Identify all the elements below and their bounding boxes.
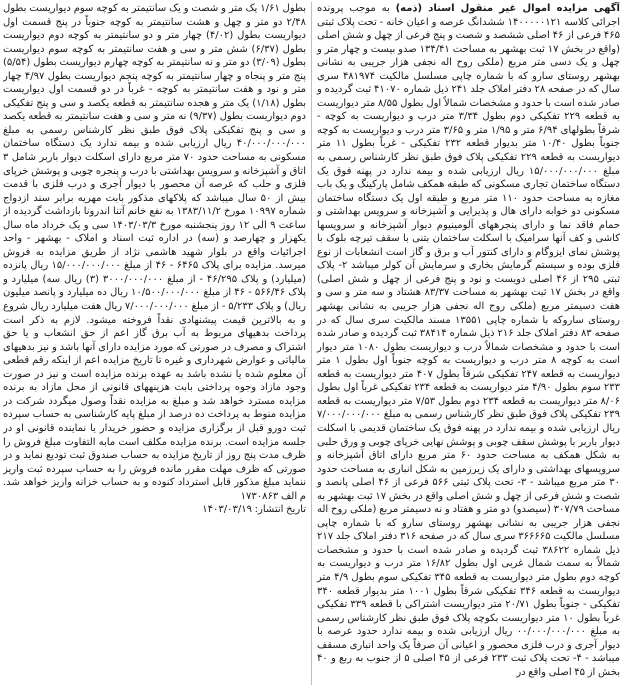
publish-date-label: تاریخ انتشار: xyxy=(254,504,306,516)
column-divider xyxy=(311,2,312,685)
publish-date: ۱۴۰۳/۰۳/۱۹ xyxy=(202,504,252,516)
notice-columns xyxy=(3,2,620,685)
notice-title: آگهی مزایده اموال غیر منقول اسناد (ذمه) xyxy=(395,3,620,14)
publish-date-line xyxy=(3,503,306,517)
left-column xyxy=(3,2,310,685)
right-column xyxy=(313,2,620,685)
left-column-body: بطول ۱/۶۱ یک متر و شصت و یک سانتیمتر به کوچه سوم دیواریست بطول ۲/۴۸ دو متر و چهل و هشت سانتیمتر به کوچه جنوباً در پنج قسمت اول دیواریست بطول (۴/۰۲) چهار متر و دو سانتیمتر به کوچه دوم دیواریست بطول (۶/۳۷) شش متر و سی و هفت سانتیمتر به کوچه سوم دیواریست بطول (۳/۰۹) دو متر و نه سانتیمتر به کوچه چهارم دیواریست بطول (۵/۵۴) پنج متر و پنجاه و چهار سانتیمتر به کوچه پنجم دیواریست بطول ۴/۹۷ چهار متر و نود و هفت سانتیمتر به کوچه - غرباً در دو قسمت اول دیواریست بطول (۱/۱۸) یک متر و هجده سانتیمتر به قطعه یکصد و سی و پنج تفکیکی دوم دیواریست بطول (۹/۳۷) نه متر و سی و هفت سانتیمتر به قطعه یکصد و سی و پنج تفکیکی پلاک فوق طبق نظر کارشناس رسمی به مبلغ ۴۰/۰۰۰/۰۰۰/۰۰۰ ریال ارزیابی شده و بیمه ندارد یک دستگاه ساختمان مسکونی به مساحت حدود ۷۰ متر مربع دارای اسکلت دیوار باربر شامل ۳ اتاق و آشپزخانه و سرویس بهداشتی با درب و پنجره چوبی و پوشش خرپای فلزی و حلب که عرصه آن محصور با دیوار آجری و درب فلزی با قدمت بیش از ۵۰ سال میباشد که پلاکهای مذکور بابت مهریه برابر سند ازدواج شماره ۱۰۹۹۷ مورخ ۱۳۸۳/۱۱/۲ به نفع خانم آتنا اندرونا بازداشت گردیده از ساعت ۹ الی ۱۲ روز پنجشنبه مورخ ۱۴۰۳/۰۳/۳ سی و یک خرداد ماه سال یکهزار و چهارصد و (سه) در اداره ثبت اسناد و املاک - بهشهر - واحد اجرائیات واقع در بلوار شهید هاشمی نژاد از طریق مزایده به فروش میرسد. مزایده برای پلاک ۶۴۶۵ - ۴۶ از مبلغ ۱۵/۰۰۰/۰۰۰/۰۰۰ ریال پانزده (میلیارد) و پلاک ۴۶/۲۹۵ - از مبلغ ۳۰۰۰/۰۰۰/۰۰۰ (۳) ریال سه) میلیارد و پلاک ۵۶۶/۴۶ - ۴۶ از مبلغ ۱۰/۵۰۰/۰۰۰/۰۰۰ ریال ده میلیارد و پانصد میلیون ریال) و پلاک ۵/۲۳۳ - از مبلغ ۷/۰۰۰/۰۰۰/۰۰۰ ریال هفت میلیارد ریال شروع و به بالاترین قیمت پیشنهادی نقداً فروخته میشود. لازم به ذکر است پرداخت بدهیهای مربوط به آب برق گاز اعم از حق انشعاب و یا حق اشتراک و مصرف در صورتی که مورد مزایده دارای آنها باشد و نیز بدهیهای مالیاتی و عوارض شهرداری و غیره تا تاریخ مزایده اعم از اینکه رقم قطعی آن معلوم شده یا نشده باشد به عهده برنده مزایده است و نیز در صورت وجود مازاد وجوه پرداختی بابت هزینههای قانونی از محل مازاد به برنده مزایده مسترد خواهد شد و مبلغ به مزایده نقداً وصول میگردد شرکت در مزایده منوط به پرداخت ده درصد از مبلغ پایه کارشناسی به حساب سپرده ثبت دورو قبل از برگزاری مزایده و حضور خریدار یا نماینده قانونی او در جلسه مزایده است. برنده مزایده مکلف است مابه التفاوت مبلغ فروش را ظرف مدت پنج روز از تاریخ مزایده به حساب صندوق ثبت توديع نماید و در صورتی که ظرف مهلت مقرر مانده فروش را به حساب سپرده ثبت واریز ننماید مبلغ مذکور قابل استرداد کنوده و به حساب خزانه واریز خواهد شد. م الف ۱۷۳۰۸۶۳ xyxy=(3,3,307,502)
right-column-body: به موجب پرونده اجرائی کلاسه ۱۴۰۰۰۰۰۱۲۱ ششدانگ عرصه و اعیان خانه - تحت پلاک ثبتی ۴۶۵ فرعی از ۴۶ اصلی ششصد و شصت و پنج فرعی از چهل و شش اصلی (واقع در بخش ۱۷ ثبت بهشهر به مساحت ۱۳۴/۴۱ صدو بیست و چهار متر و چهل و یک دسی متر مربع (ملکی روح اله نجفی هزار جریبی به نشانی بهشهر روستای سارو که با شماره چاپی مسلسل مالکیت ۴۸۱۹۷۴ سری سال که در صفحه ۲۸ دفتر املاک جلد ۲۴۱ ذیل شماره ۴۱۰۷۰ ثبت گردیده و صادر شده است با حدود و مشخصات شمالاً اول بطول ۸/۵۵ متر دیواریست به قطعه ۲۲۹ تفکیکی دوم بطول ۳/۳۴ متر درب و دیواریست به کوچه - شرقاً بطولهای ۶/۹۴ متر و ۱/۹۵ متر و ۳/۶۵ متر درب و دیواریست به کوچه جنوباً بطول ۱۰/۴۰ متر بدیوار قطعه ۲۳۲ تفکیکی - غرباً بطول ۱۱ متر دیواریست به قطعه ۲۲۹ تفکیکی پلاک فوق طبق نظر کارشناس رسمی به مبلغ ۱۵/۰۰۰/۰۰۰/۰۰۰ ریال ارزیابی شده و بیمه ندارد در پهنه فوق یک دستگاه ساختمان تجاری مسکونی که طبقه همکف شامل پارکینگ و یک باب مغازه به مساحت حدود ۱۱۰ متر مربع و طبقه اول یک دستگاه ساختمان مسکونی دو خوابه دارای هال و پذیرایی و آشپزخانه و سرویس بهداشتی و حمام فاقد نما و دارای پنجرههای آلومینیوم دیوار آشپزخانه و سرویسها کاشی و کف آنها سرامیک با اسکلت ساختمان بتنی با سقف تیرچه بلوک با پوشش نمای ایزوگام و دارای کنتور آب و برق و گاز است انشعابات از نوع فلزی بوده و سیستم گرمایش بخاری و سرمایش آن کولر میباشد ۲- پلاک ثبتی ۲۹۵ از ۴۶ اصلی دویست و نود و پنج فرعی از چهل و شش اصلی) واقع در بخش ۱۷ ثبت بهشهر به مساحت ۸۳/۳۷ هشتاد و سه متر و سی و هفت دسیمتر مربع (ملکی روح اله نجفی هزار جریبی به نشانی بهشهر روستای ساروکه با شماره چاپی ۱۳۵۵۱ مسند مالکیت سری سال که در صفحه ۸۳ دفتر املاک جلد ۲۱۶ ذیل شماره ۳۸۴۱۴ ثبت گردیده و صادر شده است با حدود و مشخصات شمالاً درب و دیواریست بطول ۱۰۸۰ متر دیوار است به کوچه ۸ متر درب و دیواریست به کوچه جنوباً اول بطول ۱ متر دیواریست به قطعه ۲۴۷ تفکیکی شرقاً بطول ۴۰۷ متر دیواریست به قطعه ۲۳۳ سوم بطول ۴/۹۰ متر دیواریست به قطعه ۲۳۴ تفکیکی غرباً اول بطول ۸/۰۶ متر دیواریست به قطعه ۲۳۴ دوم بطول ۷/۵۳ متر دیواریست به قطعه ۲۳۹ تفکیکی پلاک فوق طبق نظر کارشناس رسمی به مبلغ ۷/۰۰۰/۰۰۰/۰۰۰ ریال ارزیابی شده و بیمه ندارد در پهنه فوق یک ساختمان قدیمی با اسکلت دیوار باربر با پوشش سقف چوبی و پوشش نهایی خرپای چوبی و ورق حلبی به شکل همکف به مساحت حدود ۶۰ متر مربع دارای اتاق آشپزخانه و سرویسهای بهداشتی و دارای یک زیرزمین به شکل انباری به مساحت حدود ۳۰ متر مربع میباشد - ۳- تحت پلاک ثبتی ۵۶۶ فرعی از ۴۶ اصلی پانصد و شصت و شش فرعی از چهل و شش اصلی واقع در بخش ۱۷ ثبت بهشهر به مساحت ۳۰۷/۷۹ (سیصدو) دو متر و هفتاد و نه دسیمتر مربع (ملکی روح اله نجفی هزار جریبی به نشانی بهشهر روستای سارو که با شماره چاپی مسلسل مالکیت ۳۶۶۶۶۵ سری سال که در صفحه ۳۱۶ دفتر املاک جلد ۲۱۷ ذیل شماره ۳۸۶۲۲ ثبت گردیده و صادر شده است با حدود و مشخصات شمالاً به سمت شمال غربی اول بطول ۱۶/۸۲ متر درب و دیواریست به کوچه دوم بطول متر دیواریست به قطعه ۳۴۵ تفکیکی سوم بطول ۴/۹ متر دیواریست به قطعه ۳۴۶ تفکیکی شرقاً بطول ۱۰۰۱ متر بدیوار قطعه ۳۴۰ تفکیکی - جنوباً بطول ۲۰/۷۱ متر دیواریست اشتراکی با قطعه ۳۳۹ تفکیکی غرباً بطول ۱۰ متر دیواریست بکوچه پلاک فوق طبق نظر کارشناس رسمی به مبلغ ۰۰/۰۰۰/۰۰۰/۰۰۰ ریال ارزیابی شده و بیمه ندارد حدود عرصه با دیوار آجری و درب فلزی محصور و اعیانی آن صرفاً یک واحد انباری مسقف میباشد - ۴- تحت پلاک ثبت ۲۳۳ فرعی از ۴۵ اصلی ۵ از جنوب به ربع و ۴۰ بخش از ۴۵ اصلی واقع در xyxy=(317,3,620,678)
